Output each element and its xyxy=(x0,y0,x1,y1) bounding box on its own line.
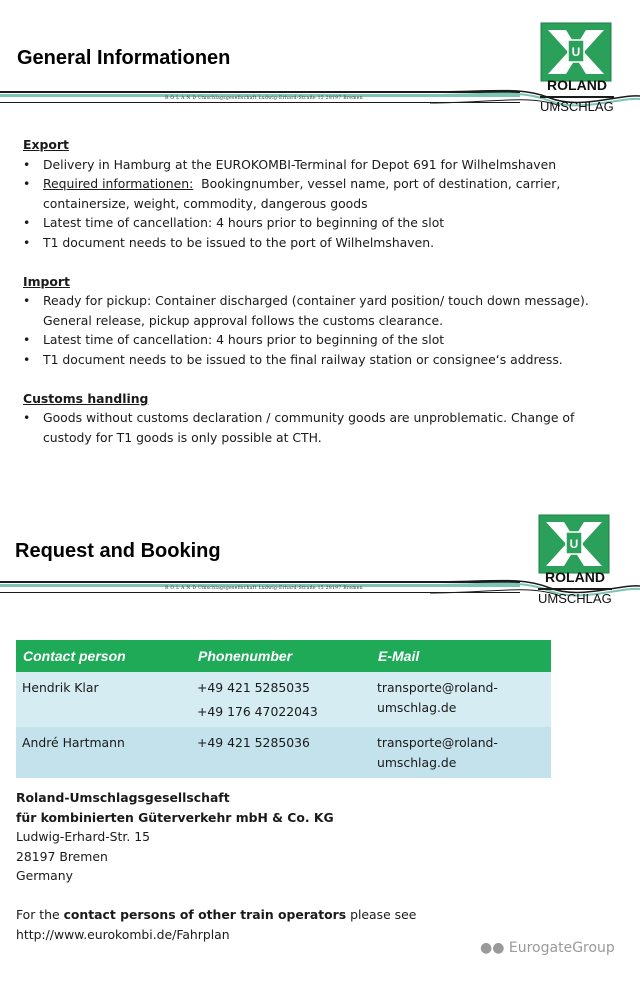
contact-name: Hendrik Klar xyxy=(16,672,191,727)
import-heading: Import xyxy=(23,273,70,289)
note-bold: contact persons of other train operators xyxy=(63,907,347,922)
list-item: • Goods without customs declaration / community goods are unproblematic. Change of custody for T1 goods is only possible at CTH. xyxy=(23,408,623,447)
column-header: Contact person xyxy=(16,640,191,672)
required-info-text: Bookingnumber, vessel name, port of destination, carrier, containersize, weight, commodity, dangerous goods xyxy=(43,176,561,211)
company-name-line2: für kombinierten Güterverkehr mbH & Co. KG xyxy=(16,809,334,825)
email-line: transporte@roland- xyxy=(377,735,498,750)
header-address-line: R O L A N D Umschlagsgesellschaft Ludwig-Erhard-Straße 15 28197 Bremen xyxy=(165,96,363,101)
contact-email[interactable] xyxy=(371,727,551,778)
page-title: Request and Booking xyxy=(15,540,221,562)
svg-text:U: U xyxy=(569,537,579,551)
list-item: • Latest time of cancellation: 4 hours prior to beginning of the slot xyxy=(23,213,623,233)
note-text: please see xyxy=(346,907,417,922)
roland-emblem-icon xyxy=(538,514,610,574)
logo-subtitle: UMSCHLAG xyxy=(540,99,614,114)
company-address xyxy=(16,788,576,944)
logo-wordmark: ROLAND xyxy=(547,77,607,93)
wechat-icon: ●● xyxy=(480,940,505,956)
fahrplan-link[interactable]: http://www.eurokombi.de/Fahrplan xyxy=(16,926,230,942)
phone-line: +49 421 5285035 xyxy=(197,680,310,695)
email-line: umschlag.de xyxy=(377,699,457,715)
export-list xyxy=(23,155,623,253)
contact-phone xyxy=(191,672,371,727)
customs-heading: Customs handling xyxy=(23,390,149,406)
export-heading: Export xyxy=(23,137,69,152)
list-item: • T1 document needs to be issued to the port of Wilhelmshaven. xyxy=(23,233,623,253)
required-info-label: Required informationen: xyxy=(43,176,194,191)
logo-subtitle: UMSCHLAG xyxy=(538,591,612,606)
column-header: Phonenumber xyxy=(191,640,371,672)
roland-emblem-icon xyxy=(540,22,612,82)
city: 28197 Bremen xyxy=(16,848,108,864)
country: Germany xyxy=(16,868,73,883)
street: Ludwig-Erhard-Str. 15 xyxy=(16,829,151,844)
phone-line: +49 176 47022043 xyxy=(197,703,318,719)
roland-logo xyxy=(538,514,618,606)
page-title: General Informationen xyxy=(17,47,231,69)
table-header-row xyxy=(16,640,551,672)
contacts-table xyxy=(16,640,551,778)
company-name: Roland-Umschlagsgesellschaft xyxy=(16,790,230,805)
list-item xyxy=(23,174,623,213)
contact-name: André Hartmann xyxy=(16,727,191,778)
note-text: For the xyxy=(16,907,64,922)
watermark-text: EurogateGroup xyxy=(508,940,615,956)
list-item: • Ready for pickup: Container discharged (container yard position/ touch down message). General release, pickup approval follows the customs clearance. xyxy=(23,291,623,330)
watermark xyxy=(480,940,615,956)
email-line: umschlag.de xyxy=(377,754,457,770)
general-info-content xyxy=(23,135,623,447)
phone-line: +49 421 5285036 xyxy=(197,735,310,750)
list-item: • Delivery in Hamburg at the EUROKOMBI-Terminal for Depot 691 for Wilhelmshaven xyxy=(23,155,623,175)
contact-phone xyxy=(191,727,371,778)
svg-text:U: U xyxy=(571,45,581,59)
list-item: • Latest time of cancellation: 4 hours prior to beginning of the slot xyxy=(23,330,623,350)
roland-logo xyxy=(540,22,620,114)
header-address-line: R O L A N D Umschlagsgesellschaft Ludwig-Erhard-Straße 15 28197 Bremen xyxy=(165,586,363,591)
contact-email[interactable] xyxy=(371,672,551,727)
customs-list xyxy=(23,408,623,447)
table-row xyxy=(16,727,551,778)
column-header: E-Mail xyxy=(371,640,551,672)
email-line: transporte@roland- xyxy=(377,680,498,695)
logo-wordmark: ROLAND xyxy=(545,569,605,585)
import-list xyxy=(23,291,623,369)
other-operators-note xyxy=(16,905,576,925)
list-item: • T1 document needs to be issued to the final railway station or consignee‘s address. xyxy=(23,350,623,370)
table-row xyxy=(16,672,551,727)
